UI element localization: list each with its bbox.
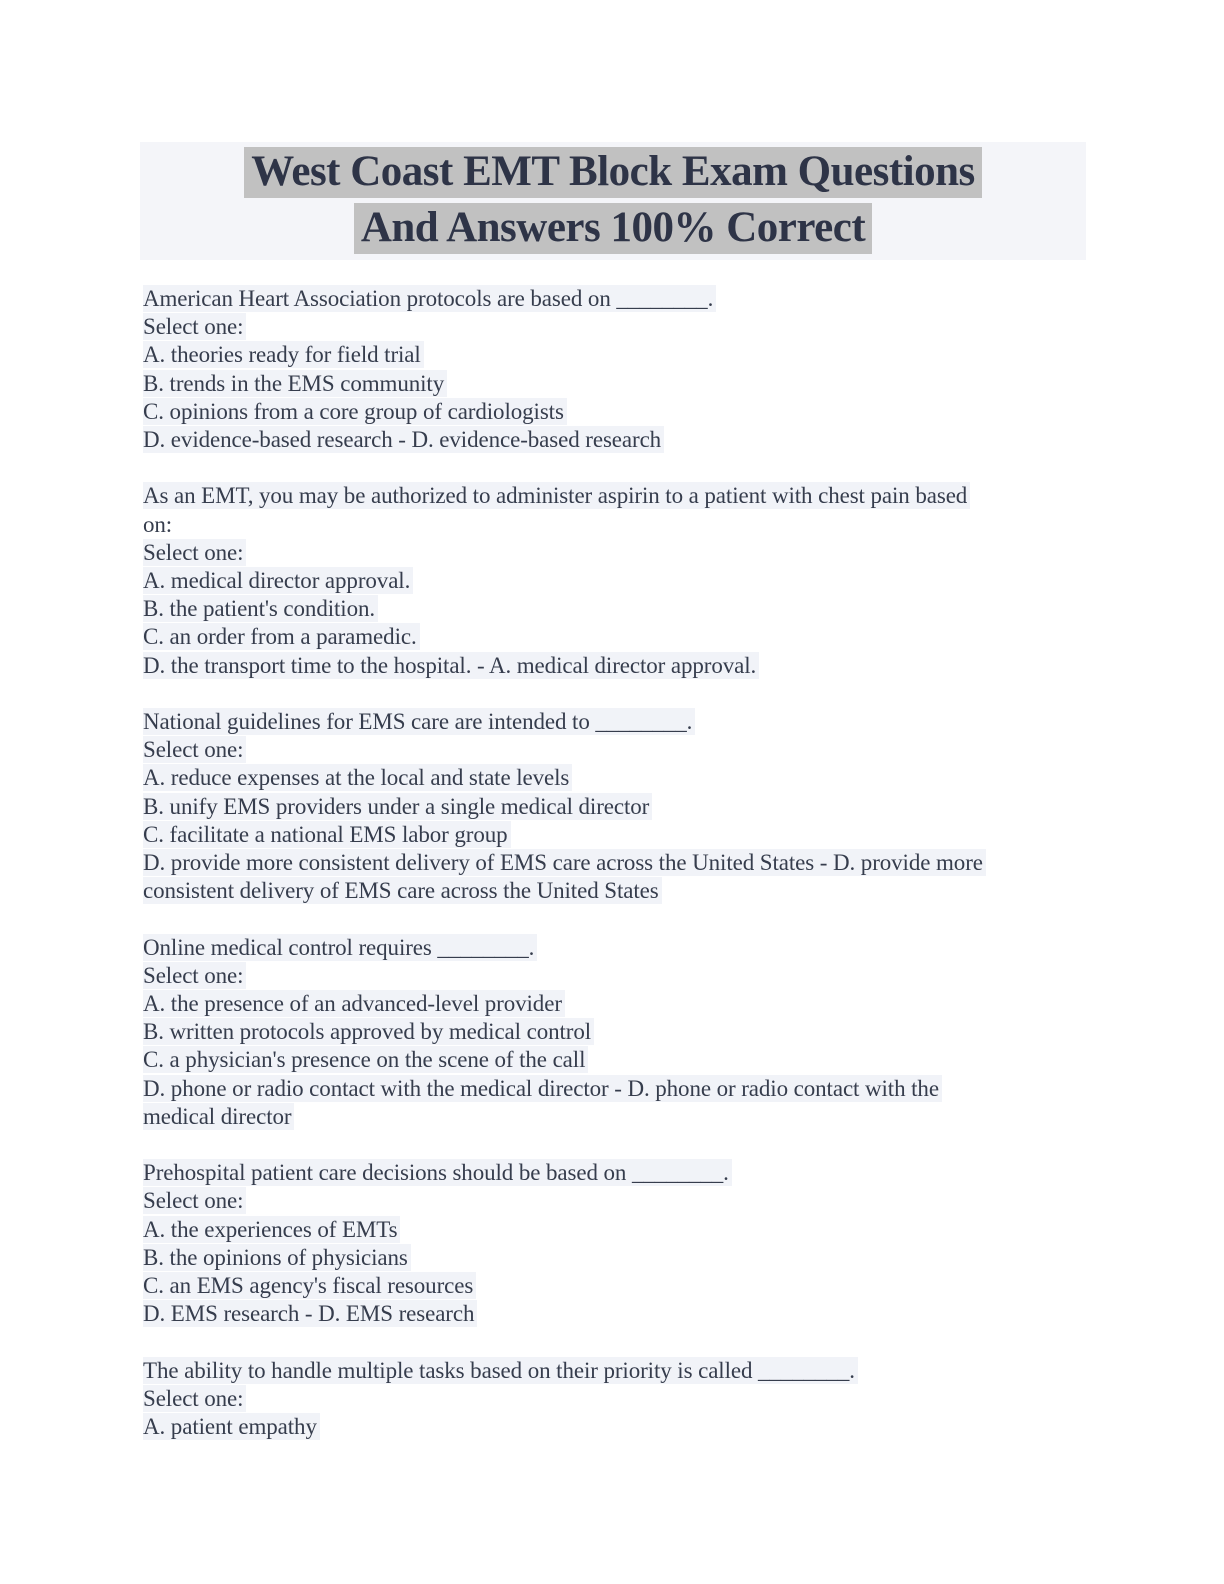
- line-text: B. unify EMS providers under a single medical director: [143, 793, 652, 820]
- question-line: [143, 511, 1088, 539]
- line-text: A. theories ready for field trial: [143, 341, 424, 368]
- question-line: [143, 708, 1088, 736]
- question-line: [143, 482, 1088, 510]
- question-line: [143, 1046, 1088, 1074]
- title-line-2: And Answers 100% Correct: [354, 203, 872, 254]
- line-text: C. an EMS agency's fiscal resources: [143, 1272, 476, 1299]
- line-text: C. a physician's presence on the scene of the call: [143, 1046, 588, 1073]
- title-line-1: West Coast EMT Block Exam Questions: [244, 147, 982, 198]
- question-line: [143, 962, 1088, 990]
- question-line: [143, 821, 1088, 849]
- question-line: [143, 934, 1088, 962]
- line-text: D. the transport time to the hospital. - A. medical director approval.: [143, 652, 759, 679]
- question-line: [143, 567, 1088, 595]
- question-block: [143, 934, 1088, 1131]
- question-line: [143, 1244, 1088, 1272]
- question-line: [143, 736, 1088, 764]
- line-text: American Heart Association protocols are based on ________.: [143, 285, 716, 312]
- line-text: A. patient empathy: [143, 1413, 320, 1440]
- question-line: [143, 1187, 1088, 1215]
- question-line: [143, 285, 1088, 313]
- question-line: [143, 1018, 1088, 1046]
- question-line: [143, 595, 1088, 623]
- line-text: D. provide more consistent delivery of EMS care across the United States - D. provide more: [143, 849, 986, 876]
- question-line: [143, 1216, 1088, 1244]
- question-line: [143, 341, 1088, 369]
- question-line: [143, 623, 1088, 651]
- line-text: D. evidence-based research - D. evidence-based research: [143, 426, 664, 453]
- line-text: Online medical control requires ________.: [143, 934, 537, 961]
- question-line: [143, 1272, 1088, 1300]
- line-text: B. the patient's condition.: [143, 595, 378, 622]
- question-block: [143, 285, 1088, 454]
- line-text: C. opinions from a core group of cardiologists: [143, 398, 567, 425]
- question-line: [143, 1413, 1088, 1441]
- question-block: [143, 482, 1088, 679]
- line-text: consistent delivery of EMS care across the United States: [143, 877, 662, 904]
- question-line: [143, 764, 1088, 792]
- line-text: B. the opinions of physicians: [143, 1244, 411, 1271]
- question-line: [143, 877, 1088, 905]
- line-text: As an EMT, you may be authorized to administer aspirin to a patient with chest pain based: [143, 482, 970, 509]
- line-text: Select one:: [143, 1187, 246, 1214]
- line-text: Select one:: [143, 1385, 246, 1412]
- question-line: [143, 793, 1088, 821]
- question-line: [143, 370, 1088, 398]
- question-line: [143, 1103, 1088, 1131]
- line-text: D. EMS research - D. EMS research: [143, 1300, 477, 1327]
- line-text: B. trends in the EMS community: [143, 370, 447, 397]
- question-line: [143, 1385, 1088, 1413]
- line-text: National guidelines for EMS care are intended to ________.: [143, 708, 695, 735]
- title-block: [140, 142, 1086, 260]
- question-line: [143, 990, 1088, 1018]
- line-text: C. facilitate a national EMS labor group: [143, 821, 511, 848]
- line-text: medical director: [143, 1103, 294, 1130]
- line-text: Select one:: [143, 962, 246, 989]
- line-text: Select one:: [143, 313, 246, 340]
- line-text: A. medical director approval.: [143, 567, 413, 594]
- question-line: [143, 313, 1088, 341]
- question-line: [143, 1159, 1088, 1187]
- line-text: D. phone or radio contact with the medical director - D. phone or radio contact with the: [143, 1075, 942, 1102]
- line-text: The ability to handle multiple tasks based on their priority is called ________.: [143, 1357, 858, 1384]
- line-text: C. an order from a paramedic.: [143, 623, 420, 650]
- question-line: [143, 652, 1088, 680]
- question-line: [143, 398, 1088, 426]
- question-block: [143, 1159, 1088, 1328]
- questions-container: [143, 285, 1088, 1469]
- page-title: [140, 144, 1086, 256]
- line-text: Select one:: [143, 539, 246, 566]
- question-line: [143, 426, 1088, 454]
- question-line: [143, 849, 1088, 877]
- line-text: A. the presence of an advanced-level provider: [143, 990, 565, 1017]
- question-line: [143, 1357, 1088, 1385]
- line-text: A. the experiences of EMTs: [143, 1216, 400, 1243]
- line-text: A. reduce expenses at the local and state levels: [143, 764, 572, 791]
- question-line: [143, 539, 1088, 567]
- line-text: on:: [143, 511, 173, 537]
- question-line: [143, 1075, 1088, 1103]
- question-line: [143, 1300, 1088, 1328]
- line-text: B. written protocols approved by medical control: [143, 1018, 594, 1045]
- question-block: [143, 1357, 1088, 1442]
- line-text: Select one:: [143, 736, 246, 763]
- question-block: [143, 708, 1088, 905]
- line-text: Prehospital patient care decisions should be based on ________.: [143, 1159, 732, 1186]
